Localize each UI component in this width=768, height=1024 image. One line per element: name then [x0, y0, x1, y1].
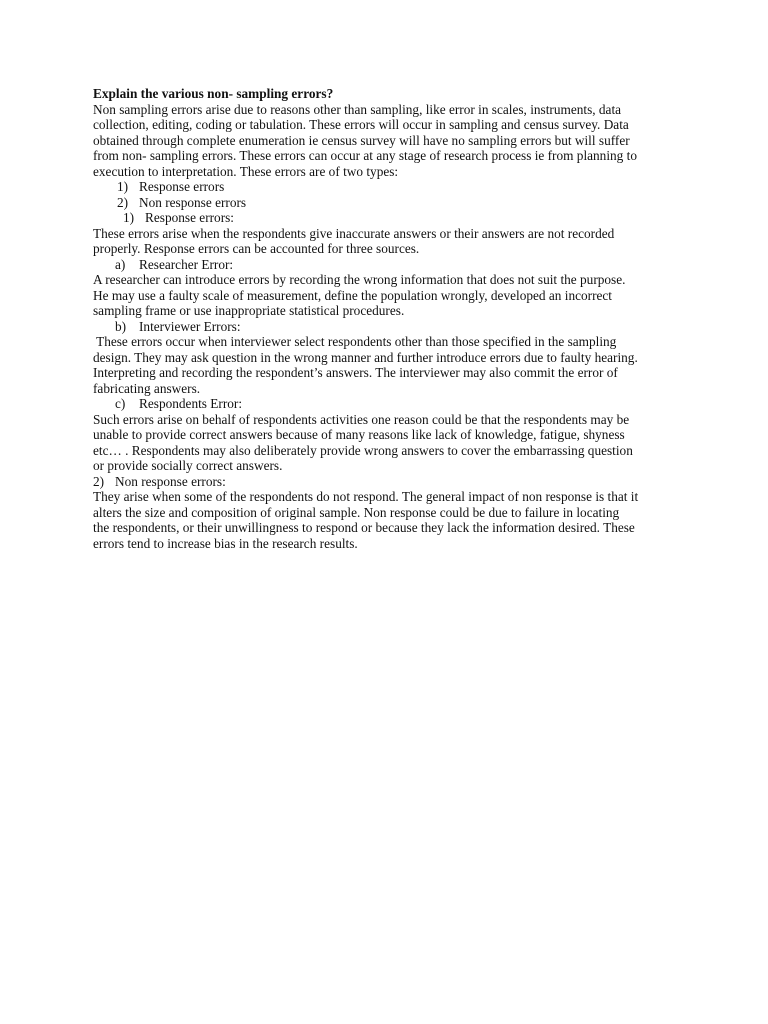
subsection-heading-label: Respondents Error:	[139, 396, 243, 411]
subsection-heading-label: Researcher Error:	[139, 256, 234, 272]
list-item	[93, 179, 688, 195]
text-line: A researcher can introduce errors by recording the wrong information that does not suit the purpose.	[93, 272, 626, 287]
non-response-errors-section	[93, 474, 688, 552]
subsection-heading	[93, 396, 688, 412]
section-marker: 1)	[123, 210, 135, 225]
list-item	[93, 195, 688, 211]
text-line: He may use a faulty scale of measurement, define the population wrongly, developed an incorrect	[93, 287, 613, 303]
text-line: alters the size and composition of original sample. Non response could be due to failure in locating	[93, 504, 620, 520]
text-line: execution to interpretation. These errors are of two types:	[93, 163, 399, 179]
text-line: collection, editing, coding or tabulation. These errors will occur in sampling and census survey. Data	[93, 117, 629, 132]
list-marker: 2)	[117, 194, 129, 210]
document-page	[93, 86, 688, 551]
subsection-heading	[93, 257, 688, 273]
list-marker: 1)	[117, 179, 129, 194]
list-item-label: Response errors	[139, 179, 225, 194]
text-line: errors tend to increase bias in the research results.	[93, 535, 358, 551]
text-line: etc… . Respondents may also deliberately provide wrong answers to cover the embarrassing question	[93, 442, 633, 458]
list-item-label: Non response errors	[139, 194, 247, 210]
text-line: design. They may ask question in the wrong manner and further introduce errors due to faulty hearing.	[93, 349, 638, 365]
text-line: properly. Response errors can be accounted for three sources.	[93, 241, 420, 256]
text-line: from non- sampling errors. These errors can occur at any stage of research process ie from planning to	[93, 148, 637, 163]
text-line: the respondents, or their unwillingness to respond or because they lack the information desired. These	[93, 520, 635, 535]
text-line: sampling frame or use inappropriate statistical procedures.	[93, 303, 405, 318]
text-line: These errors arise when the respondents give inaccurate answers or their answers are not recorded	[93, 225, 615, 241]
subsection-marker: c)	[115, 396, 126, 411]
text-line: obtained through complete enumeration ie census survey will have no sampling errors but will suffer	[93, 132, 630, 148]
text-line: These errors occur when interviewer select respondents other than those specified in the sampling	[93, 334, 617, 349]
section-heading	[93, 474, 688, 490]
text-line: unable to provide correct answers because of many reasons like lack of knowledge, fatigue, shyness	[93, 427, 625, 442]
text-line: They arise when some of the respondents do not respond. The general impact of non response is that it	[93, 489, 639, 504]
subsection-marker: b)	[115, 318, 127, 334]
subsection-marker: a)	[115, 256, 126, 272]
response-errors-section	[93, 210, 688, 474]
text-line: or provide socially correct answers.	[93, 458, 283, 473]
subsection-heading-label: Interviewer Errors:	[139, 318, 241, 334]
section-marker: 2)	[93, 473, 105, 489]
intro-paragraph	[93, 102, 688, 180]
document-title: Explain the various non- sampling errors?	[93, 86, 334, 101]
text-line: Such errors arise on behalf of respondents activities one reason could be that the respondents may be	[93, 411, 630, 427]
error-types-list	[93, 179, 688, 210]
section-heading-label: Non response errors:	[115, 473, 226, 489]
section-heading-label: Response errors:	[145, 210, 234, 225]
subsection-heading	[93, 319, 688, 335]
section-heading	[93, 210, 688, 226]
text-line: Interpreting and recording the respondent’s answers. The interviewer may also commit the error of	[93, 365, 618, 380]
text-line: Non sampling errors arise due to reasons other than sampling, like error in scales, instruments, data	[93, 101, 622, 117]
text-line: fabricating answers.	[93, 380, 201, 396]
